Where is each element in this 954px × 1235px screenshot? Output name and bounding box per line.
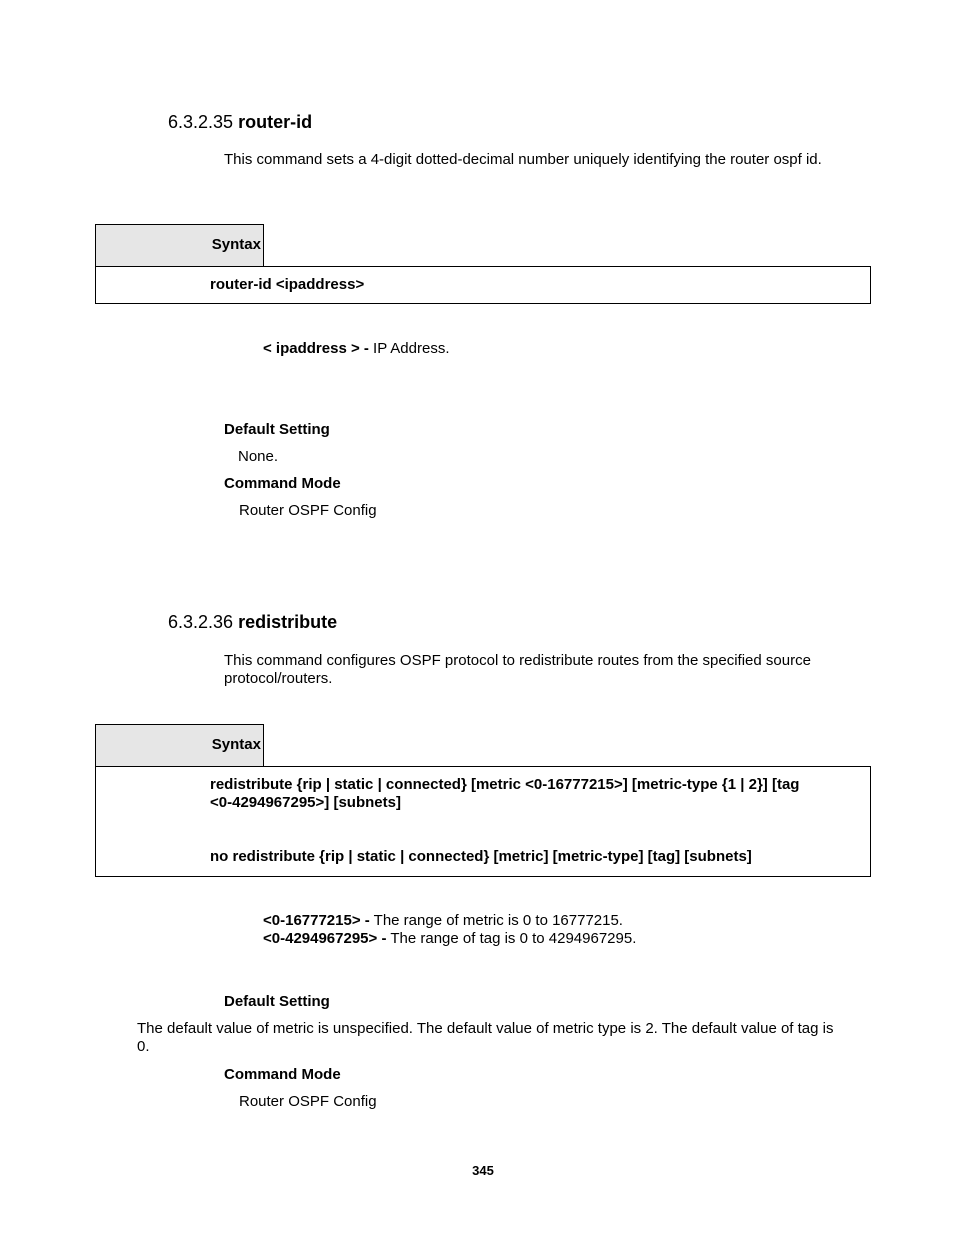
section-title: redistribute [238,612,338,632]
command-mode-value: Router OSPF Config [239,1093,377,1110]
param-name: <0-16777215> - [263,912,370,929]
syntax-header-label: Syntax [211,736,261,753]
syntax-header-label: Syntax [211,236,261,253]
section-description-line: protocol/routers. [224,670,333,687]
syntax-header-cell [95,724,264,766]
command-mode-label: Command Mode [224,475,341,492]
default-setting-value: None. [238,448,279,465]
default-setting-line: 0. [137,1038,150,1055]
param-desc: IP Address. [368,340,450,357]
default-setting-line: The default value of metric is unspecified. The default value of metric type is 2. The default value of tag is [137,1020,834,1037]
section-description-line: This command configures OSPF protocol to redistribute routes from the specified source [224,652,811,669]
param-item [263,340,450,358]
param-desc: The range of metric is 0 to 16777215. [369,912,623,929]
syntax-line: redistribute {rip | static | connected} [metric <0-16777215>] [metric-type {1 | 2}] [tag [210,776,800,793]
command-mode-label: Command Mode [224,1066,341,1083]
section-number: 6.3.2.36 [168,612,234,632]
param-desc: The range of tag is 0 to 4294967295. [386,930,637,947]
syntax-line: <0-4294967295>] [subnets] [210,794,401,811]
param-item [263,912,623,930]
syntax-box [95,766,871,877]
syntax-line-no-form: no redistribute {rip | static | connected} [metric] [metric-type] [tag] [subnets] [210,848,752,865]
section-title: router-id [238,112,313,132]
section-description: This command sets a 4-digit dotted-decimal number uniquely identifying the router ospf id. [224,151,822,168]
param-name: <0-4294967295> - [263,930,387,947]
command-mode-value: Router OSPF Config [239,502,377,519]
syntax-box [95,266,871,304]
default-setting-label: Default Setting [224,993,330,1010]
section-heading-redistribute [168,612,337,633]
default-setting-label: Default Setting [224,421,330,438]
syntax-header-cell [95,224,264,266]
syntax-line: router-id <ipaddress> [210,276,365,293]
param-item [263,930,636,948]
param-name: < ipaddress > - [263,340,369,357]
section-heading-router-id [168,112,312,133]
section-number: 6.3.2.35 [168,112,234,132]
page-number: 345 [472,1163,494,1178]
